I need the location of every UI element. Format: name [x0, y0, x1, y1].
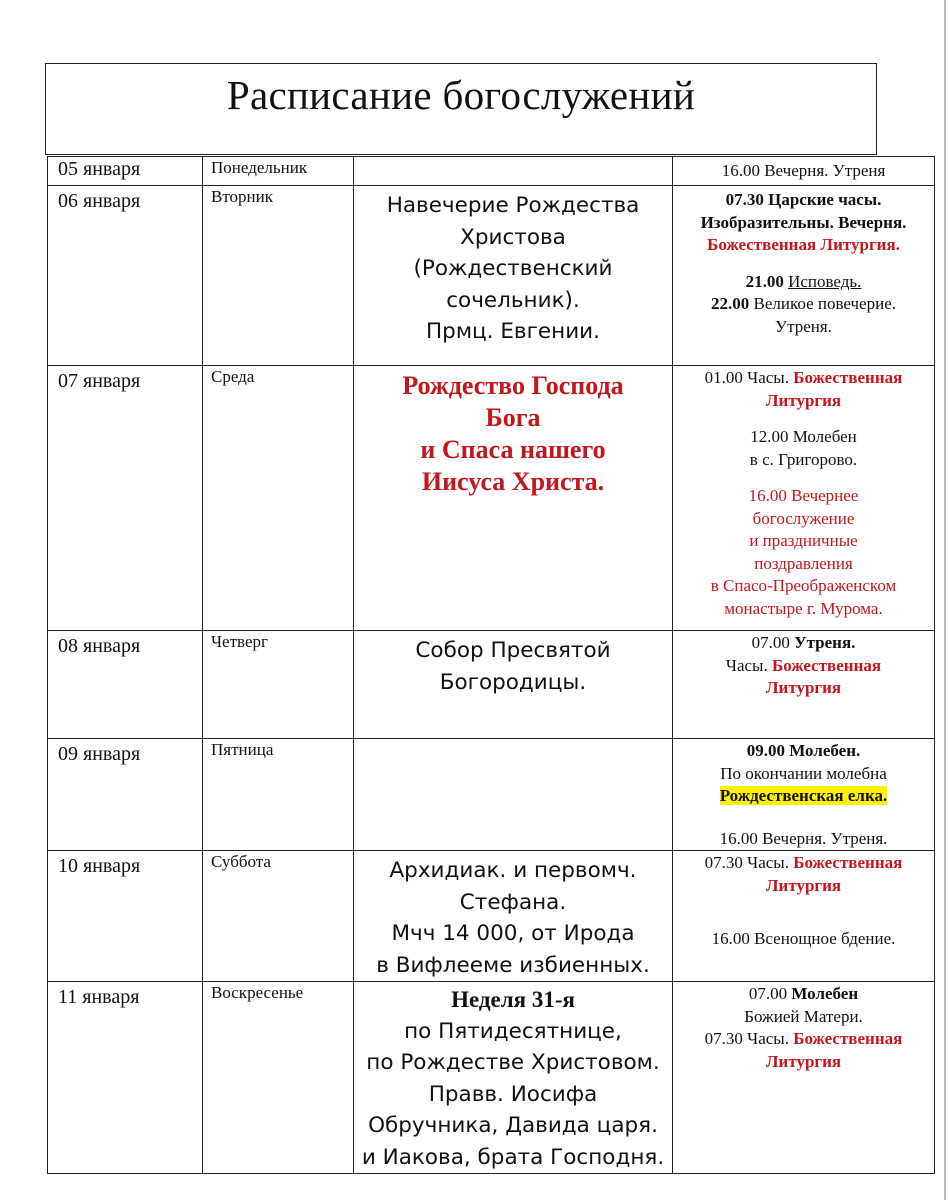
feast-line: Иисуса Христа.	[421, 467, 605, 496]
table-row	[48, 157, 935, 186]
service-text: Утреня.	[794, 633, 856, 652]
table-row	[48, 851, 935, 982]
service-text: Божественная	[793, 368, 903, 387]
spacer	[673, 897, 934, 928]
day-cell: Вторник	[203, 186, 354, 366]
feast-line: Бога	[485, 403, 541, 432]
feast-line: и Иакова, брата Господня.	[361, 1144, 665, 1170]
service-line	[673, 785, 934, 808]
table-row	[48, 366, 935, 631]
spacer	[673, 808, 934, 828]
feast-cell	[354, 366, 673, 631]
date-cell: 06 января	[48, 186, 203, 366]
day-cell: Четверг	[203, 631, 354, 739]
date-cell: 07 января	[48, 366, 203, 631]
service-text: Божественная	[793, 853, 903, 872]
feast-line: Правв. Иосифа	[428, 1081, 598, 1107]
feast-line: Рождество Господа	[402, 371, 624, 400]
feast-line: Стефана.	[459, 889, 567, 915]
page-title: Расписание богослужений	[226, 72, 696, 118]
service-line	[673, 655, 934, 678]
service-time: 07.00	[751, 633, 790, 652]
feast-line: по Пятидесятнице,	[404, 1018, 622, 1044]
service-line	[673, 983, 934, 1006]
feast-cell	[354, 631, 673, 739]
day-cell: Суббота	[203, 851, 354, 982]
feast-line: Богородицы.	[439, 669, 587, 695]
service-line: 16.00 Вечерня. Утреня.	[719, 828, 888, 848]
date-cell: 05 января	[48, 157, 203, 186]
feast-cell	[354, 739, 673, 851]
day-cell: Пятница	[203, 739, 354, 851]
service-line: в с. Григорово.	[749, 449, 858, 469]
services-cell	[673, 157, 935, 186]
feast-line: в Вифлееме избиенных.	[376, 952, 650, 978]
date-cell: 11 января	[48, 982, 203, 1174]
service-line: поздравления	[754, 553, 853, 573]
service-line	[673, 367, 934, 390]
table-row	[48, 982, 935, 1174]
feast-line: по Рождестве Христовом.	[366, 1050, 660, 1075]
date-cell: 09 января	[48, 739, 203, 851]
feast-line: Неделя 31-я	[451, 987, 575, 1012]
service-time: 22.00	[711, 294, 750, 313]
title-box	[45, 63, 877, 155]
service-line: и праздничные	[749, 531, 858, 550]
service-time: 21.00	[745, 271, 784, 291]
service-time: 01.00 Часы.	[704, 368, 789, 387]
service-line: Божественная Литургия.	[707, 235, 900, 254]
service-time: 07.30 Часы.	[704, 853, 789, 872]
service-line: 12.00 Молебен	[750, 427, 857, 446]
service-text: Божественная	[793, 1029, 903, 1048]
services-cell	[673, 982, 935, 1174]
service-line	[673, 293, 934, 316]
service-time: 07.30 Часы.	[704, 1029, 789, 1048]
feast-line: Собор Пресвятой	[415, 638, 611, 663]
service-text: Молебен	[791, 984, 859, 1003]
spacer	[673, 412, 934, 426]
service-line: в Спасо-Преображенском	[710, 576, 897, 595]
service-time: 07.00	[748, 984, 788, 1003]
feast-line: Христова	[460, 224, 566, 250]
service-line: Утреня.	[775, 316, 832, 336]
service-line: Литургия	[765, 875, 842, 895]
table-row	[48, 739, 935, 851]
feast-line: Архидиак. и первомч.	[389, 858, 637, 883]
feast-cell	[354, 157, 673, 186]
feast-cell	[354, 982, 673, 1174]
feast-line: Прмц. Евгении.	[426, 319, 600, 344]
table-row	[48, 631, 935, 739]
day-cell: Воскресенье	[203, 982, 354, 1174]
table-row	[48, 186, 935, 366]
service-line: 09.00 Молебен.	[746, 741, 861, 760]
feast-line: Мчч 14 000, от Ирода	[391, 921, 635, 946]
spacer	[673, 471, 934, 485]
service-text: Божественная	[771, 655, 882, 675]
service-text: Исповедь.	[788, 271, 862, 291]
service-line	[673, 1028, 934, 1051]
service-line: По окончании молебна	[720, 763, 887, 783]
highlighted-text: Рождественская елка.	[719, 786, 888, 805]
page-edge-line	[944, 0, 946, 1200]
date-cell: 10 января	[48, 851, 203, 982]
service-line: Литургия	[765, 678, 842, 697]
service-line	[673, 271, 934, 294]
service-line: 07.30 Царские часы.	[725, 190, 882, 209]
service-line	[673, 632, 934, 655]
service-text: Великое повечерие.	[753, 294, 896, 313]
day-cell: Понедельник	[203, 157, 354, 186]
feast-line: сочельник).	[446, 287, 580, 313]
services-cell	[673, 739, 935, 851]
date-cell: 08 января	[48, 631, 203, 739]
service-line: Литургия	[765, 390, 842, 410]
services-cell	[673, 366, 935, 631]
service-time: Часы.	[725, 655, 768, 675]
service-line: 16.00 Всенощное бдение.	[711, 929, 896, 948]
service-line: Изобразительны. Вечерня.	[700, 212, 907, 232]
service-line: монастыре г. Мурома.	[724, 598, 883, 618]
service-line: Литургия	[765, 1051, 842, 1071]
spacer	[673, 257, 934, 271]
service-line: 16.00 Вечернее	[748, 486, 859, 505]
services-cell	[673, 186, 935, 366]
feast-line: и Спаса нашего	[420, 435, 606, 464]
service-line	[673, 852, 934, 875]
feast-cell	[354, 851, 673, 982]
service-line: Божией Матери.	[744, 1006, 863, 1026]
feast-line: Навечерие Рождества	[386, 193, 640, 218]
services-cell	[673, 631, 935, 739]
schedule-table	[47, 156, 935, 1174]
feast-line: (Рождественский	[413, 256, 613, 281]
services-cell	[673, 851, 935, 982]
feast-cell	[354, 186, 673, 366]
day-cell: Среда	[203, 366, 354, 631]
service-line: богослужение	[752, 508, 855, 528]
service-line: 16.00 Вечерня. Утреня	[721, 161, 886, 180]
feast-line: Обручника, Давида царя.	[368, 1113, 658, 1138]
